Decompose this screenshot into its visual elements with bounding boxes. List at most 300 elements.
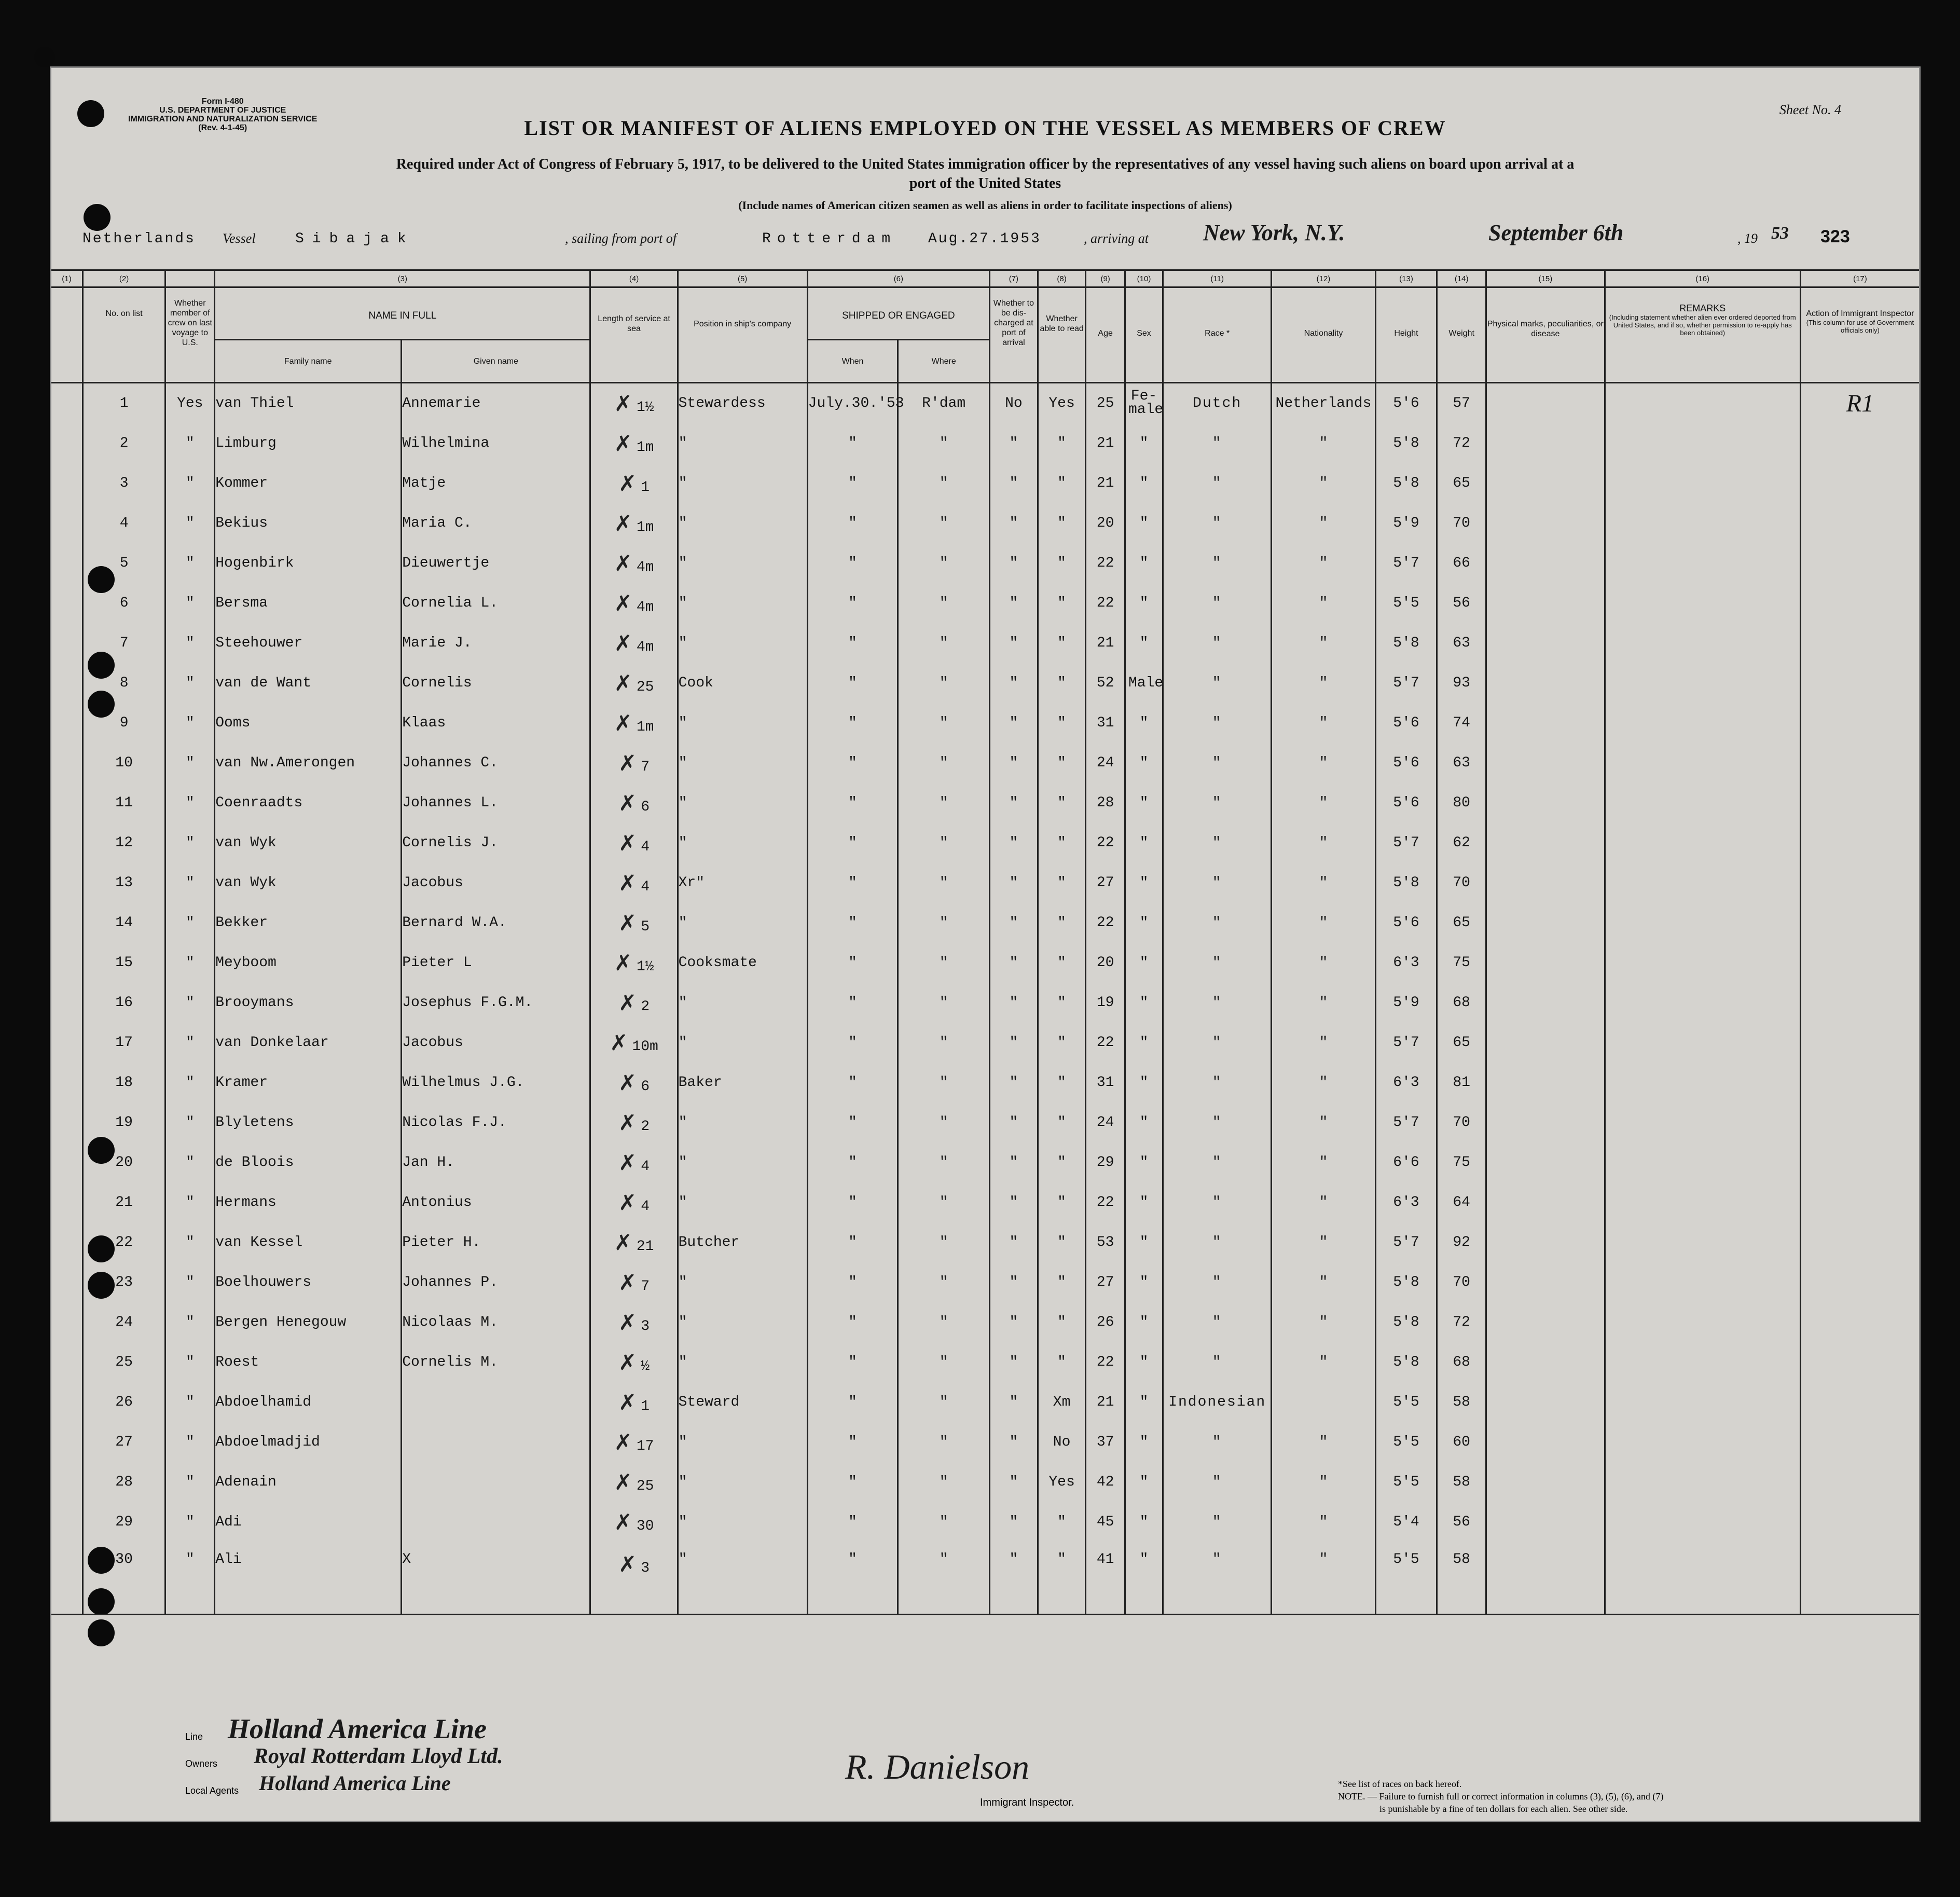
cell-height-text: 5'4 xyxy=(1393,1514,1419,1530)
cell-position xyxy=(678,1382,807,1422)
cell-height-text: 6'3 xyxy=(1393,1194,1419,1211)
cell-no-text: 30 xyxy=(115,1551,133,1568)
cell-discharged xyxy=(990,623,1038,663)
cell-given-name xyxy=(402,1302,590,1342)
cell-read xyxy=(1038,1063,1086,1103)
cell-when-text: " xyxy=(848,1154,857,1171)
cell-remarks xyxy=(1605,1262,1800,1302)
cell-read-text: " xyxy=(1057,875,1066,891)
cell-position xyxy=(678,1422,807,1462)
cell-nationality xyxy=(1272,1342,1375,1382)
cell-sex xyxy=(1125,663,1163,703)
cell-family-name xyxy=(215,703,402,743)
cell-where-text: " xyxy=(939,835,948,851)
table-row xyxy=(51,1462,1919,1502)
cell-weight xyxy=(1437,1222,1486,1262)
remarks-note: (Including statement whether alien ever ordered deported from United States, and if so, whether permission to re-apply has been obtained) xyxy=(1609,313,1796,337)
cell-race xyxy=(1163,1143,1272,1183)
cell-action-text: R1 xyxy=(1846,390,1874,417)
cell-physical-marks xyxy=(1486,703,1605,743)
cell-age xyxy=(1086,783,1125,823)
cell-age-text: 24 xyxy=(1096,1115,1114,1131)
cell-service-text: 3 xyxy=(641,1318,650,1335)
cell-race xyxy=(1163,823,1272,863)
cell-read xyxy=(1038,383,1086,424)
cell-given-name xyxy=(402,1023,590,1063)
cell-service-text: 4 xyxy=(641,839,650,855)
left-margin-cell xyxy=(51,783,82,823)
cell-where xyxy=(898,1262,990,1302)
cell-service xyxy=(590,783,678,823)
cell-position-text: " xyxy=(678,795,687,811)
cell-action xyxy=(1800,983,1919,1023)
left-margin-cell xyxy=(51,503,82,543)
cell-no-text: 26 xyxy=(115,1394,133,1410)
cell-family-name-text: Kommer xyxy=(215,475,268,491)
cell-no-text: 29 xyxy=(115,1514,133,1530)
cell-member-text: " xyxy=(185,995,195,1011)
cell-position xyxy=(678,543,807,583)
cell-where xyxy=(898,623,990,663)
cell-read-text: " xyxy=(1057,995,1066,1011)
cell-weight-text: 58 xyxy=(1453,1474,1470,1490)
cell-family-name xyxy=(215,583,402,623)
cell-service xyxy=(590,1063,678,1103)
cell-discharged-text: " xyxy=(1009,1035,1018,1051)
cell-age xyxy=(1086,463,1125,503)
cell-race-text: " xyxy=(1212,1115,1222,1131)
crew-rows xyxy=(51,383,1919,1615)
cell-where-text: " xyxy=(939,915,948,931)
cell-family-name xyxy=(215,463,402,503)
cell-member-text: " xyxy=(185,675,195,691)
cell-sex xyxy=(1125,783,1163,823)
cell-discharged xyxy=(990,1103,1038,1143)
cell-given-name-text: Nicolaas M. xyxy=(402,1314,499,1330)
cell-position xyxy=(678,703,807,743)
punch-hole xyxy=(88,1619,115,1646)
cell-nationality xyxy=(1272,1542,1375,1615)
cell-discharged-text: " xyxy=(1009,955,1018,971)
cell-member-text: " xyxy=(185,1314,195,1330)
cell-no-text: 2 xyxy=(119,435,129,451)
cell-where xyxy=(898,1302,990,1342)
inspector-signature: R. Danielson xyxy=(845,1747,1030,1786)
cell-read-text: " xyxy=(1057,835,1066,851)
cell-no-text: 27 xyxy=(115,1434,133,1450)
cell-age-text: 21 xyxy=(1096,435,1114,451)
cell-height-text: 5'9 xyxy=(1393,995,1419,1011)
cell-action xyxy=(1800,1302,1919,1342)
cell-discharged-text: " xyxy=(1009,1354,1018,1370)
cell-where-text: " xyxy=(939,1551,948,1568)
cell-when-text: " xyxy=(848,755,857,771)
blank-header xyxy=(51,287,82,383)
cell-no xyxy=(82,1542,165,1615)
cell-discharged xyxy=(990,1262,1038,1302)
cell-age-text: 22 xyxy=(1096,595,1114,611)
table-row xyxy=(51,583,1919,623)
cell-given-name-text: Nicolas F.J. xyxy=(402,1115,507,1131)
cell-nationality xyxy=(1272,823,1375,863)
cell-given-name-text: Jacobus xyxy=(402,1035,463,1051)
penalty-note-1: NOTE. — Failure to furnish full or correct information in columns (3), (5), (6), and (7) xyxy=(1338,1791,1664,1802)
cell-age xyxy=(1086,1063,1125,1103)
header-given-name: Given name xyxy=(402,340,590,383)
cell-no-text: 12 xyxy=(115,835,133,851)
cell-family-name xyxy=(215,1302,402,1342)
header-position: Position in ship's company xyxy=(678,287,807,383)
cell-weight-text: 93 xyxy=(1453,675,1470,691)
cell-weight-text: 70 xyxy=(1453,875,1470,891)
cell-where-text: " xyxy=(939,875,948,891)
cell-action xyxy=(1800,743,1919,783)
cell-nationality xyxy=(1272,623,1375,663)
cell-family-name xyxy=(215,903,402,943)
colnum: (4) xyxy=(590,270,678,287)
check-x-mark: ✗ xyxy=(618,1070,637,1095)
cell-where-text: " xyxy=(939,1314,948,1330)
cell-discharged-text: " xyxy=(1009,1234,1018,1250)
cell-age-text: 20 xyxy=(1096,955,1114,971)
cell-no xyxy=(82,1502,165,1542)
cell-weight xyxy=(1437,1063,1486,1103)
cell-nationality xyxy=(1272,983,1375,1023)
cell-member-text: " xyxy=(185,795,195,811)
cell-age-text: 21 xyxy=(1096,1394,1114,1410)
cell-when xyxy=(807,583,898,623)
colnum: (7) xyxy=(990,270,1038,287)
table-row xyxy=(51,1103,1919,1143)
cell-physical-marks xyxy=(1486,503,1605,543)
cell-discharged-text: " xyxy=(1009,635,1018,651)
cell-position-text: " xyxy=(678,1354,687,1370)
cell-sex xyxy=(1125,1542,1163,1615)
cell-action xyxy=(1800,1103,1919,1143)
cell-service xyxy=(590,383,678,424)
cell-family-name-text: Boelhouwers xyxy=(215,1274,312,1290)
cell-member xyxy=(165,743,215,783)
left-margin-cell xyxy=(51,1262,82,1302)
cell-given-name-text: Pieter L xyxy=(402,955,472,971)
cell-given-name-text: Antonius xyxy=(402,1194,472,1211)
cell-no-text: 4 xyxy=(119,515,129,531)
cell-age-text: 22 xyxy=(1096,555,1114,571)
cell-discharged xyxy=(990,743,1038,783)
cell-weight-text: 58 xyxy=(1453,1551,1470,1568)
cell-read xyxy=(1038,623,1086,663)
cell-nationality-text: " xyxy=(1319,675,1328,691)
subtitle-line-2: port of the United States xyxy=(909,175,1061,191)
cell-when xyxy=(807,1502,898,1542)
cell-sex xyxy=(1125,1063,1163,1103)
left-margin-cell xyxy=(51,823,82,863)
cell-no xyxy=(82,823,165,863)
cell-read-text: Xm xyxy=(1053,1394,1071,1410)
cell-member xyxy=(165,863,215,903)
cell-when xyxy=(807,1103,898,1143)
cell-race-text: " xyxy=(1212,1434,1222,1450)
cell-when xyxy=(807,703,898,743)
cell-given-name xyxy=(402,903,590,943)
cell-when-text: " xyxy=(848,1314,857,1330)
cell-when xyxy=(807,1462,898,1502)
cell-no xyxy=(82,1143,165,1183)
cell-sex-text: " xyxy=(1139,1154,1149,1171)
cell-sex xyxy=(1125,703,1163,743)
cell-height xyxy=(1375,863,1437,903)
cell-read-text: " xyxy=(1057,1234,1066,1250)
cell-family-name xyxy=(215,1502,402,1542)
cell-position-text: " xyxy=(678,1035,687,1051)
cell-no xyxy=(82,863,165,903)
table-row xyxy=(51,903,1919,943)
cell-member-text: " xyxy=(185,1394,195,1410)
cell-age-text: 22 xyxy=(1096,1035,1114,1051)
left-margin-cell xyxy=(51,1183,82,1222)
cell-where xyxy=(898,1422,990,1462)
cell-height xyxy=(1375,1063,1437,1103)
cell-physical-marks xyxy=(1486,383,1605,424)
cell-height-text: 6'6 xyxy=(1393,1154,1419,1171)
owners-value: Royal Rotterdam Lloyd Ltd. xyxy=(254,1744,503,1768)
cell-nationality xyxy=(1272,903,1375,943)
cell-service xyxy=(590,1302,678,1342)
cell-read xyxy=(1038,1262,1086,1302)
cell-action xyxy=(1800,1023,1919,1063)
cell-nationality xyxy=(1272,1502,1375,1542)
check-x-mark: ✗ xyxy=(618,471,637,496)
check-x-mark: ✗ xyxy=(618,1270,637,1295)
cell-family-name-text: Coenraadts xyxy=(215,795,303,811)
left-margin-cell xyxy=(51,863,82,903)
cell-physical-marks xyxy=(1486,903,1605,943)
cell-member-text: " xyxy=(185,1551,195,1568)
cell-race xyxy=(1163,783,1272,823)
cell-family-name-text: van Wyk xyxy=(215,875,277,891)
cell-discharged xyxy=(990,663,1038,703)
cell-height xyxy=(1375,543,1437,583)
cell-read xyxy=(1038,503,1086,543)
cell-discharged-text: " xyxy=(1009,795,1018,811)
cell-sex-text: " xyxy=(1139,835,1149,851)
cell-nationality-text: " xyxy=(1319,1115,1328,1131)
cell-given-name-text: Klaas xyxy=(402,715,446,731)
cell-physical-marks xyxy=(1486,1302,1605,1342)
cell-family-name xyxy=(215,1382,402,1422)
check-x-mark: ✗ xyxy=(618,1150,637,1175)
cell-sex xyxy=(1125,1262,1163,1302)
cell-height xyxy=(1375,1422,1437,1462)
cell-position-text: " xyxy=(678,1314,687,1330)
cell-where xyxy=(898,983,990,1023)
cell-given-name xyxy=(402,1422,590,1462)
cell-family-name xyxy=(215,423,402,463)
cell-family-name xyxy=(215,663,402,703)
cell-discharged xyxy=(990,903,1038,943)
left-margin-cell xyxy=(51,1023,82,1063)
cell-position xyxy=(678,623,807,663)
table-row xyxy=(51,663,1919,703)
cell-height-text: 5'5 xyxy=(1393,1434,1419,1450)
cell-discharged xyxy=(990,1023,1038,1063)
cell-read xyxy=(1038,1542,1086,1615)
cell-height-text: 5'7 xyxy=(1393,1035,1419,1051)
cell-position-text: Stewardess xyxy=(678,395,766,411)
cell-discharged-text: " xyxy=(1009,1194,1018,1211)
cell-race xyxy=(1163,383,1272,424)
cell-race-text: Dutch xyxy=(1193,395,1242,411)
cell-position-text: " xyxy=(678,915,687,931)
cell-where xyxy=(898,1542,990,1615)
cell-family-name-text: Kramer xyxy=(215,1075,268,1091)
cell-family-name-text: Bersma xyxy=(215,595,268,611)
cell-read xyxy=(1038,943,1086,983)
cell-weight xyxy=(1437,1382,1486,1422)
cell-weight xyxy=(1437,1143,1486,1183)
cell-height xyxy=(1375,1502,1437,1542)
cell-no xyxy=(82,583,165,623)
cell-nationality xyxy=(1272,1382,1375,1422)
departure-port: Rotterdam xyxy=(762,231,897,247)
cell-height-text: 5'8 xyxy=(1393,1314,1419,1330)
left-margin-cell xyxy=(51,703,82,743)
cell-age-text: 53 xyxy=(1096,1234,1114,1250)
table-row xyxy=(51,1342,1919,1382)
cell-nationality xyxy=(1272,1262,1375,1302)
check-x-mark: ✗ xyxy=(614,1430,632,1454)
check-x-mark: ✗ xyxy=(614,1470,632,1494)
cell-when xyxy=(807,1542,898,1615)
cell-no-text: 10 xyxy=(115,755,133,771)
cell-no-text: 15 xyxy=(115,955,133,971)
cell-service xyxy=(590,1103,678,1143)
cell-physical-marks xyxy=(1486,663,1605,703)
cell-sex xyxy=(1125,583,1163,623)
cell-race xyxy=(1163,703,1272,743)
check-x-mark: ✗ xyxy=(614,951,632,975)
cell-service-text: 10m xyxy=(632,1039,658,1055)
cell-family-name xyxy=(215,503,402,543)
cell-sex xyxy=(1125,1302,1163,1342)
cell-sex xyxy=(1125,1143,1163,1183)
cell-physical-marks xyxy=(1486,1262,1605,1302)
cell-weight-text: 60 xyxy=(1453,1434,1470,1450)
cell-race xyxy=(1163,623,1272,663)
cell-member xyxy=(165,1422,215,1462)
cell-position-text: " xyxy=(678,635,687,651)
table-row xyxy=(51,623,1919,663)
cell-sex-text: " xyxy=(1139,1075,1149,1091)
cell-discharged xyxy=(990,383,1038,424)
table-row xyxy=(51,1382,1919,1422)
cell-race-text: " xyxy=(1212,1354,1222,1370)
table-row xyxy=(51,1222,1919,1262)
cell-read-text: " xyxy=(1057,475,1066,491)
cell-age xyxy=(1086,1462,1125,1502)
cell-height-text: 5'7 xyxy=(1393,1115,1419,1131)
cell-member xyxy=(165,1462,215,1502)
cell-age-text: 21 xyxy=(1096,475,1114,491)
cell-age xyxy=(1086,1023,1125,1063)
page-number: 323 xyxy=(1820,227,1850,246)
cell-discharged xyxy=(990,583,1038,623)
cell-given-name-text: Josephus F.G.M. xyxy=(402,995,533,1011)
cell-where-text: " xyxy=(939,595,948,611)
cell-sex xyxy=(1125,1342,1163,1382)
cell-family-name-text: Ali xyxy=(215,1551,242,1568)
cell-age xyxy=(1086,983,1125,1023)
cell-race-text: " xyxy=(1212,995,1222,1011)
cell-sex-text: " xyxy=(1139,1354,1149,1370)
cell-sex xyxy=(1125,423,1163,463)
cell-sex-text: Male xyxy=(1128,675,1164,691)
cell-read xyxy=(1038,1103,1086,1143)
cell-height-text: 5'8 xyxy=(1393,1354,1419,1370)
arrival-date: September 6th xyxy=(1488,220,1624,245)
vessel-label: Vessel xyxy=(223,231,256,246)
cell-weight-text: 92 xyxy=(1453,1234,1470,1250)
cell-sex xyxy=(1125,1462,1163,1502)
cell-read xyxy=(1038,1183,1086,1222)
cell-discharged xyxy=(990,1502,1038,1542)
cell-given-name xyxy=(402,783,590,823)
cell-when xyxy=(807,1262,898,1302)
cell-nationality xyxy=(1272,1063,1375,1103)
cell-height xyxy=(1375,1262,1437,1302)
cell-when xyxy=(807,863,898,903)
cell-where-text: " xyxy=(939,955,948,971)
cell-family-name xyxy=(215,783,402,823)
cell-nationality-text: " xyxy=(1319,795,1328,811)
table-row xyxy=(51,1023,1919,1063)
cell-service-text: 7 xyxy=(641,1279,650,1295)
cell-weight-text: 56 xyxy=(1453,595,1470,611)
cell-race-text: " xyxy=(1212,1075,1222,1091)
cell-service xyxy=(590,1222,678,1262)
cell-no xyxy=(82,903,165,943)
cell-given-name xyxy=(402,1462,590,1502)
cell-service-text: 6 xyxy=(641,799,650,815)
cell-no-text: 7 xyxy=(119,635,129,651)
cell-family-name xyxy=(215,863,402,903)
colnum: (15) xyxy=(1486,270,1605,287)
cell-given-name xyxy=(402,623,590,663)
left-margin-cell xyxy=(51,583,82,623)
cell-member-text: " xyxy=(185,1274,195,1290)
cell-member xyxy=(165,1183,215,1222)
cell-where-text: " xyxy=(939,635,948,651)
table-row xyxy=(51,423,1919,463)
cell-discharged xyxy=(990,703,1038,743)
cell-weight xyxy=(1437,863,1486,903)
cell-no xyxy=(82,623,165,663)
cell-no xyxy=(82,1063,165,1103)
cell-member-text: " xyxy=(185,515,195,531)
cell-member-text: " xyxy=(185,1115,195,1131)
cell-where-text: " xyxy=(939,1474,948,1490)
cell-service xyxy=(590,703,678,743)
cell-service-text: 1 xyxy=(641,479,650,496)
cell-position-text: Cooksmate xyxy=(678,955,757,971)
cell-nationality-text: " xyxy=(1319,1514,1328,1530)
check-x-mark: ✗ xyxy=(618,911,637,935)
cell-when-text: " xyxy=(848,475,857,491)
cell-height-text: 5'8 xyxy=(1393,1274,1419,1290)
cell-position xyxy=(678,863,807,903)
table-row xyxy=(51,863,1919,903)
cell-weight-text: 68 xyxy=(1453,1354,1470,1370)
